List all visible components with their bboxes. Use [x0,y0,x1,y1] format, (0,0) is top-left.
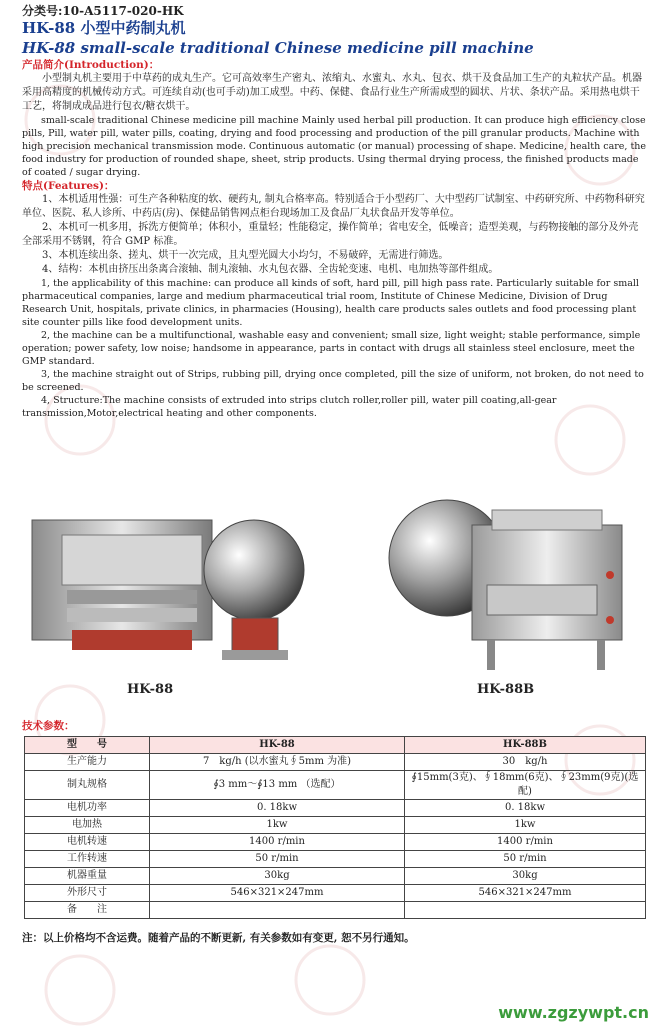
row-label: 生产能力 [25,754,150,771]
hk88b-caption: HK-88B [477,682,535,697]
row-label: 电机转速 [25,834,150,851]
feature-cn-1: 1、本机适用性强：可生产各种粘度的软、硬药丸, 制丸合格率高。特别适合于小型药厂、大中型药厂试制室、中药研究所、中药物科研究单位、医院、私人诊所、中药店(房)、保健品销售网点柜台现场加工及食品厂丸状食品开发等单位。 [22,194,645,219]
feature-en-2: 2, the machine can be a multifunctional, washable easy and convenient; small size, light weight; stable performance, simple operation; power safety, low noise; handsome in appearance, parts in contact with drugs all stainless steel enclosure, meet the GMP standard. [22,330,641,367]
hk88-machine-photo [22,490,322,670]
intro-heading: 产品简介(Introduction)： [22,59,160,71]
row-label: 机器重量 [25,868,150,885]
product-title-en: HK-88 small-scale traditional Chinese medicine pill machine [22,39,534,57]
specs-table [24,736,646,919]
product-title-cn: HK-88 小型中药制丸机 [22,19,186,37]
table-row [25,817,646,834]
row-value-hk88b: ∮15mm(3克)、∮18mm(6克)、∮23mm(9克)(选配) [405,771,646,800]
row-value-hk88: 50 r/min [150,851,405,868]
feature-en-1: 1, the applicability of this machine: can produce all kinds of soft, hard pill, pill high pass rate. Particularly suitable for small pharmaceutical companies, large and medium pharmaceutical trial room, Institute of Chinese Medicine, Division of Drug Research Unit, hospitals, private clinics, in pharmacies (Housing), health care products sales outlets and food processing plant site counter pills like food development units. [22,278,639,328]
row-value-hk88b: 30 kg/h [405,754,646,771]
feature-cn-2: 2、本机可一机多用，拆洗方便简单；体积小，重量轻；性能稳定，操作简单；省电安全，低噪音；造型美观，与药物接触的部分及外壳全部采用不锈钢，符合 GMP 标准。 [22,222,639,247]
row-value-hk88b: 546×321×247mm [405,885,646,902]
row-value-hk88b [405,902,646,919]
row-label: 电加热 [25,817,150,834]
feature-en-4: 4, Structure:The machine consists of extruded into strips clutch roller,roller pill, water pill coating,all-gear transmission,Motor,electrical heating and other components. [22,395,557,419]
row-value-hk88: 0. 18kw [150,800,405,817]
row-value-hk88 [150,902,405,919]
row-label: 工作转速 [25,851,150,868]
table-row [25,868,646,885]
table-row [25,851,646,868]
table-header-row [25,737,646,754]
row-value-hk88: 30kg [150,868,405,885]
table-row [25,902,646,919]
row-value-hk88b: 1kw [405,817,646,834]
row-label: 备 注 [25,902,150,919]
row-value-hk88b: 50 r/min [405,851,646,868]
specs-heading: 技术参数： [22,720,75,732]
row-value-hk88b: 1400 r/min [405,834,646,851]
site-watermark: www.zgzywpt.cn [498,1003,649,1022]
table-row [25,771,646,800]
header-model: 型 号 [25,737,150,754]
category-code: 分类号:10-A5117-020-HK [22,4,184,18]
row-value-hk88: 7 kg/h (以水蜜丸∮5mm 为准) [150,754,405,771]
row-value-hk88: 1kw [150,817,405,834]
product-photos [22,490,648,700]
row-label: 外形尺寸 [25,885,150,902]
row-value-hk88: ∮3 mm～∮13 mm （选配） [150,771,405,800]
table-row [25,885,646,902]
feature-en-3: 3, the machine straight out of Strips, rubbing pill, drying once completed, pill the size of uniform, not broken, do not need to be screened. [22,369,644,393]
features-heading: 特点(Features)： [22,180,115,192]
row-label: 制丸规格 [25,771,150,800]
header-hk88: HK-88 [150,737,405,754]
row-label: 电机功率 [25,800,150,817]
footer-note: 注：以上价格均不含运费。随着产品的不断更新, 有关参数如有变更, 恕不另行通知。 [22,932,415,944]
feature-cn-3: 3、本机连续出条、搓丸、烘干一次完成，且丸型光圆大小均匀，不易破碎，无需进行筛选。 [42,250,449,261]
row-value-hk88: 1400 r/min [150,834,405,851]
intro-en-text: small-scale traditional Chinese medicine pill machine Mainly used herbal pill production. It can produce high efficiency close pills, Pill, water pill, water pills, coating, drying and food processing and production of the pill granular products. Machine with high precision mechanical transmission mode. Continuous automatic (or manual) processing of shape. Medicine, health care, the food industry for production of rounded shape, sheet, strip products. Using thermal drying process, the finished products made of coated / sugar drying. [22,115,647,178]
hk88-caption: HK-88 [127,682,174,697]
hk88b-machine-photo [372,490,642,680]
row-value-hk88: 546×321×247mm [150,885,405,902]
row-value-hk88b: 30kg [405,868,646,885]
row-value-hk88b: 0. 18kw [405,800,646,817]
table-row [25,754,646,771]
document-body [22,0,648,420]
intro-cn-text: 小型制丸机主要用于中草药的成丸生产。它可高效率生产密丸、浓缩丸、水蜜丸、水丸、包衣、烘干及食品加工生产的丸粒状产品。机器采用高精度的机械传动方式。可连续自动(也可手动)加工成型。中药、保健、食品行业生产所需成型的圆状、片状、条状产品。采用热电烘干工艺，将制成成品进行包衣/糖衣烘干。 [22,73,642,112]
table-row [25,834,646,851]
table-row [25,800,646,817]
header-hk88b: HK-88B [405,737,646,754]
feature-cn-4: 4、结构：本机由挤压出条离合滚轴、制丸滚轴、水丸包衣器、全齿轮变速、电机、电加热等部件组成。 [42,264,499,275]
